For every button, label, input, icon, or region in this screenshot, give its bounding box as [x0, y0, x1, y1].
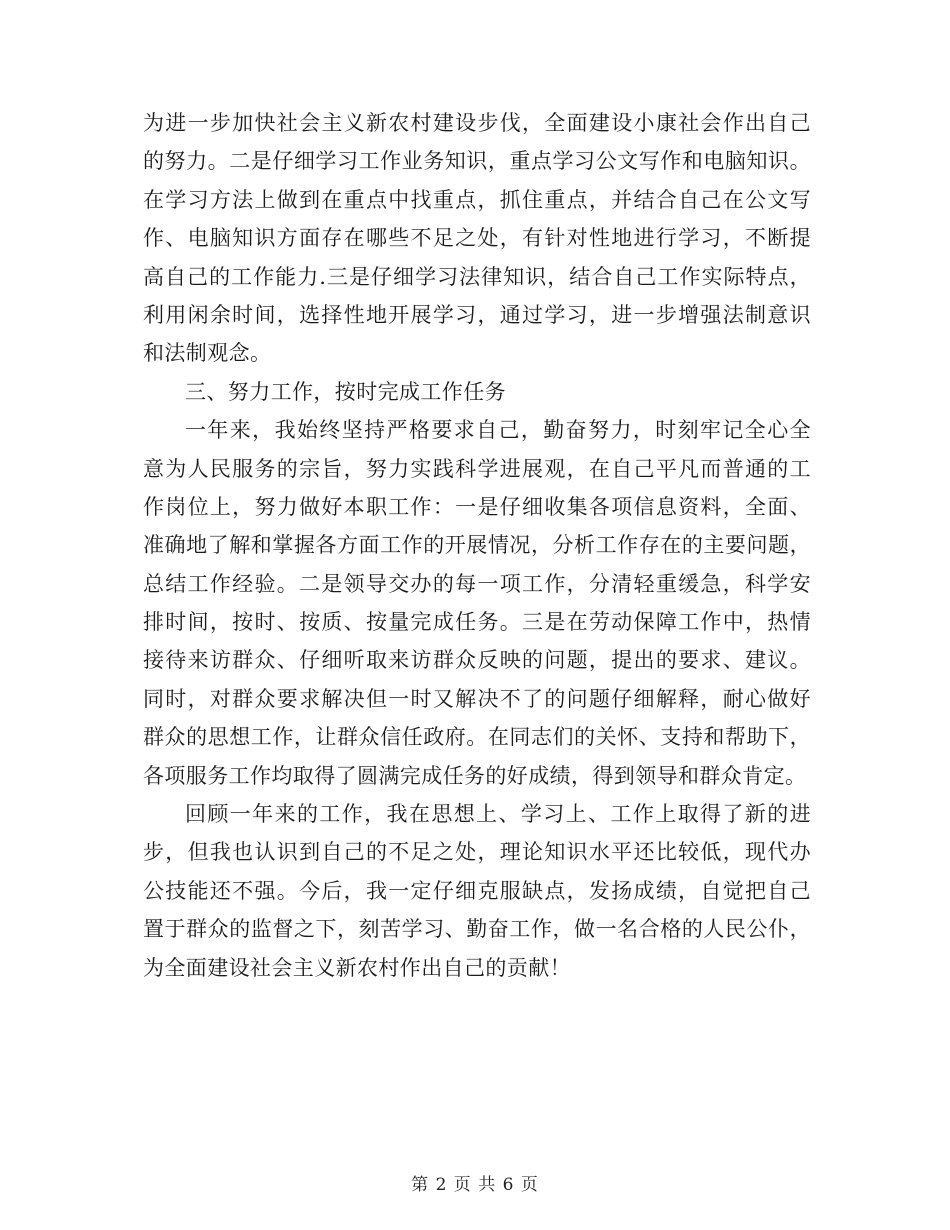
text-line: 的努力。二是仔细学习工作业务知识，重点学习公文写作和电脑知识。: [143, 149, 811, 174]
text-line: 高自己的工作能力.三是仔细学习法律知识，结合自己工作实际特点，: [143, 264, 811, 289]
text-line: 接待来访群众、仔细听取来访群众反映的问题，提出的要求、建议。: [143, 648, 811, 673]
page-number: 第 2 页 共 6 页: [411, 1175, 539, 1195]
text-line: 总结工作经验。二是领导交办的每一项工作，分清轻重缓急，科学安: [143, 571, 811, 596]
text-line: 利用闲余时间，选择性地开展学习，通过学习，进一步增强法制意识: [143, 302, 811, 327]
text-line: 准确地了解和掌握各方面工作的开展情况，分析工作存在的主要问题，: [143, 533, 811, 558]
text-line: 为全面建设社会主义新农村作出自己的贡献！: [143, 955, 571, 980]
text-line: 群众的思想工作，让群众信任政府。在同志们的关怀、支持和帮助下，: [143, 725, 811, 750]
section-heading: 三、努力工作，按时完成工作任务: [185, 379, 506, 404]
text-line: 各项服务工作均取得了圆满完成任务的好成绩，得到领导和群众肯定。: [143, 763, 807, 788]
text-line: 和法制观念。: [143, 341, 272, 366]
text-line: 意为人民服务的宗旨，努力实践科学进展观，在自己平凡而普通的工: [143, 456, 811, 481]
text-line: 为进一步加快社会主义新农村建设步伐，全面建设小康社会作出自己: [143, 111, 811, 135]
text-line: 回顾一年来的工作，我在思想上、学习上、工作上取得了新的进: [185, 802, 811, 827]
text-line: 在学习方法上做到在重点中找重点，抓住重点，并结合自己在公文写: [143, 187, 811, 212]
document-body: [143, 104, 811, 987]
text-line: 同时，对群众要求解决但一时又解决不了的问题仔细解释，耐心做好: [143, 686, 811, 711]
text-line: 一年来，我始终坚持严格要求自己，勤奋努力，时刻牢记全心全: [185, 418, 811, 443]
text-line: 作、电脑知识方面存在哪些不足之处，有针对性地进行学习，不断提: [143, 226, 811, 251]
text-line: 排时间，按时、按质、按量完成任务。三是在劳动保障工作中，热情: [143, 610, 811, 635]
text-line: 步，但我也认识到自己的不足之处，理论知识水平还比较低，现代办: [143, 840, 811, 865]
text-line: 置于群众的监督之下，刻苦学习、勤奋工作，做一名合格的人民公仆，: [143, 917, 811, 942]
text-line: 作岗位上，努力做好本职工作：一是仔细收集各项信息资料，全面、: [143, 494, 811, 519]
text-line: 公技能还不强。今后，我一定仔细克服缺点，发扬成绩，自觉把自己: [143, 878, 811, 903]
